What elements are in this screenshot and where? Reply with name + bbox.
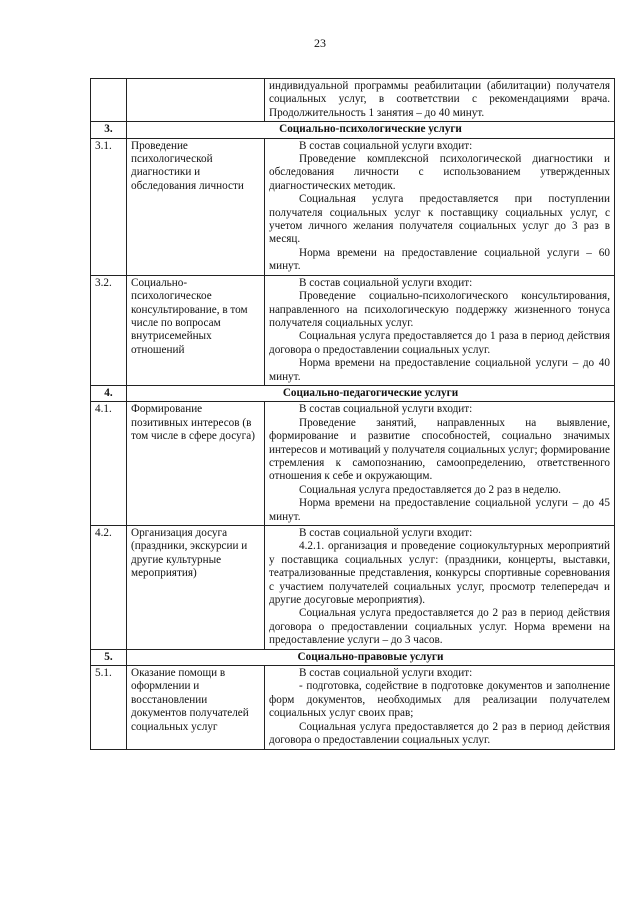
table-row: [91, 526, 615, 650]
section-title: Социально-психологические услуги: [127, 122, 615, 138]
section-header-row: [91, 649, 615, 665]
paragraph: Проведение социально-психологического консультирования, направленного на психологическую поддержку жизненного тонуса получателя социальных услуг.: [269, 290, 610, 329]
section-header-row: [91, 122, 615, 138]
section-title: Социально-правовые услуги: [127, 649, 615, 665]
paragraph: В состав социальной услуги входит:: [299, 276, 473, 289]
service-description: [265, 402, 615, 526]
page-number: 23: [314, 36, 326, 50]
service-name: Оказание помощи в оформлении и восстановлении документов получателей социальных услуг: [127, 666, 265, 749]
table-row: [91, 79, 615, 122]
paragraph: Социальная услуга предоставляется до 2 раз в неделю.: [299, 483, 561, 496]
paragraph: - подготовка, содействие в подготовке документов и заполнение форм документов, необходимых для реализации получателем социальных услуг своих прав;: [269, 680, 610, 720]
paragraph: Проведение комплексной психологической диагностики и обследования личности с использованием утвержденных диагностических методик.: [269, 153, 610, 192]
paragraph: 4.2.1. организация и проведение социокультурных мероприятий у поставщика социальных услуг: (праздники, концерты, выставки, театрализованные представления, конкурсы спортивные соревнования с участием получателей социальных услуг, просмотр телепередач и другие досуговые мероприятия).: [269, 540, 610, 607]
section-title: Социально-педагогические услуги: [127, 385, 615, 401]
table-row: [91, 666, 615, 749]
section-number: 5.: [91, 649, 127, 665]
service-name: Формирование позитивных интересов (в том числе в сфере досуга): [127, 402, 265, 526]
paragraph: Норма времени на предоставление социальной услуги – до 40 минут.: [269, 357, 610, 383]
row-number-cell: [91, 79, 127, 122]
service-description-cell: [265, 79, 615, 122]
service-description: [265, 275, 615, 385]
service-name: Организация досуга (праздники, экскурсии и другие культурные мероприятия): [127, 526, 265, 650]
table-row: [91, 275, 615, 385]
continuation-text: индивидуальной программы реабилитации (абилитации) получателя социальных услуг, в соответствии с рекомендациями врача. Продолжительность 1 занятия – до 40 минут.: [269, 80, 610, 119]
service-description: [265, 138, 615, 275]
paragraph: В состав социальной услуги входит:: [299, 139, 473, 152]
item-number: 5.1.: [91, 666, 127, 749]
service-description: [265, 666, 615, 749]
section-number: 4.: [91, 385, 127, 401]
paragraph: Норма времени на предоставление социальной услуги – 60 минут.: [269, 246, 610, 273]
paragraph: В состав социальной услуги входит:: [299, 403, 473, 416]
item-number: 4.1.: [91, 402, 127, 526]
item-number: 4.2.: [91, 526, 127, 650]
section-header-row: [91, 385, 615, 401]
section-number: 3.: [91, 122, 127, 138]
paragraph: Социальная услуга предоставляется при поступлении получателя социальных услуг к поставщику социальных услуг, с учетом личного желания получателя социальных услуг до 3 раз в месяц.: [269, 193, 610, 246]
paragraph: Социальная услуга предоставляется до 2 раз в период действия договора о предоставлении социальных услуг.: [269, 720, 610, 747]
paragraph: В состав социальной услуги входит:: [299, 527, 473, 539]
service-name-cell: [127, 79, 265, 122]
table-row: [91, 402, 615, 526]
item-number: 3.2.: [91, 275, 127, 385]
paragraph: Проведение занятий, направленных на выявление, формирование и развитие способностей, социально значимых интересов и мотиваций у получателя социальных услуг; формирование стремления к самопознанию, самоопределению, ответственного отношения к себе и окружающим.: [269, 416, 610, 483]
service-name: Проведение психологической диагностики и обследования личности: [127, 138, 265, 275]
paragraph: Норма времени на предоставление социальной услуги – до 45 минут.: [269, 497, 610, 523]
service-description: [265, 526, 615, 650]
table-row: [91, 138, 615, 275]
paragraph: В состав социальной услуги входит:: [299, 667, 473, 680]
paragraph: Социальная услуга предоставляется до 1 раза в период действия договора о предоставлении социальных услуг.: [269, 330, 610, 356]
services-table: [90, 78, 615, 750]
service-name: Социально-психологическое консультирование, в том числе по вопросам внутрисемейных отношений: [127, 275, 265, 385]
item-number: 3.1.: [91, 138, 127, 275]
paragraph: Социальная услуга предоставляется до 2 раз в период действия договора о предоставлении социальных услуг. Норма времени на предоставление услуги – до 3 часов.: [269, 607, 610, 647]
